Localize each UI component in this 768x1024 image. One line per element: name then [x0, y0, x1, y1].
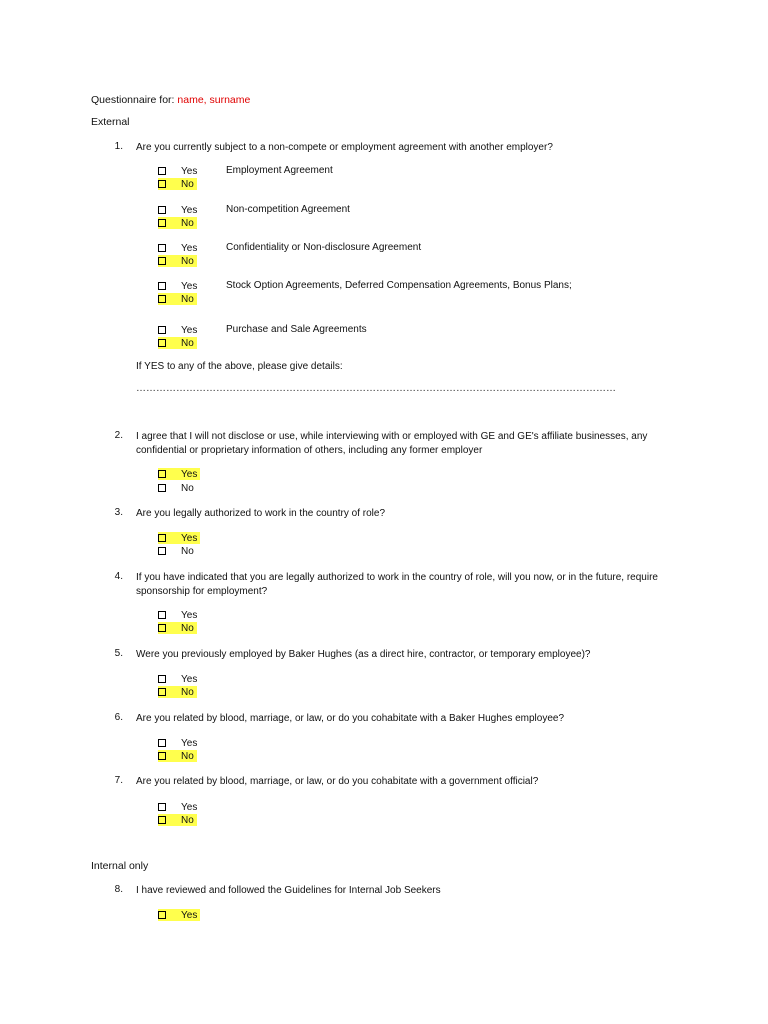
agreement-label: Employment Agreement — [226, 165, 333, 176]
checkbox-icon[interactable] — [158, 295, 166, 303]
yes-option[interactable]: Yes — [158, 324, 197, 336]
section-internal: Internal only — [91, 860, 149, 872]
checkbox-icon[interactable] — [158, 339, 166, 347]
yes-option[interactable]: Yes — [158, 609, 197, 621]
checkbox-icon[interactable] — [158, 816, 166, 824]
details-input-line[interactable]: ……………………………………………………………………………………………………………………………… — [136, 383, 616, 394]
checkbox-icon[interactable] — [158, 752, 166, 760]
yes-option[interactable]: Yes — [158, 909, 200, 921]
question-number: 6. — [114, 712, 123, 723]
agreement-label: Stock Option Agreements, Deferred Compensation Agreements, Bonus Plans; — [226, 280, 572, 291]
no-option[interactable]: No — [158, 337, 197, 349]
checkbox-icon[interactable] — [158, 244, 166, 252]
title-prefix: Questionnaire for: — [91, 94, 178, 106]
no-option[interactable]: No — [158, 622, 197, 634]
checkbox-icon[interactable] — [158, 675, 166, 683]
checkbox-icon[interactable] — [158, 219, 166, 227]
yes-option[interactable]: Yes — [158, 165, 197, 177]
checkbox-icon[interactable] — [158, 803, 166, 811]
yes-option[interactable]: Yes — [158, 204, 197, 216]
yes-option[interactable]: Yes — [158, 801, 197, 813]
question-number: 8. — [114, 884, 123, 895]
no-option[interactable]: No — [158, 255, 197, 267]
no-option[interactable]: No — [158, 293, 197, 305]
checkbox-icon[interactable] — [158, 206, 166, 214]
question-text: Were you previously employed by Baker Hughes (as a direct hire, contractor, or temporary employee)? — [136, 649, 591, 660]
no-option[interactable]: No — [158, 545, 194, 557]
checkbox-icon[interactable] — [158, 624, 166, 632]
section-external: External — [91, 116, 130, 128]
question-number: 3. — [114, 507, 123, 518]
question-number: 7. — [114, 775, 123, 786]
question-text: Are you currently subject to a non-compete or employment agreement with another employer? — [136, 142, 553, 153]
question-number: 4. — [114, 571, 123, 582]
checkbox-icon[interactable] — [158, 739, 166, 747]
checkbox-icon[interactable] — [158, 911, 166, 919]
question-number: 5. — [114, 648, 123, 659]
no-option[interactable]: No — [158, 217, 197, 229]
yes-option[interactable]: Yes — [158, 737, 197, 749]
question-text: I agree that I will not disclose or use, while interviewing with or employed with GE and GE's affiliate businesses, any confidential or proprietary information of others, including any former employer — [136, 431, 648, 456]
agreement-label: Non-competition Agreement — [226, 204, 350, 215]
yes-option[interactable]: Yes — [158, 532, 200, 544]
checkbox-icon[interactable] — [158, 688, 166, 696]
no-option[interactable]: No — [158, 178, 197, 190]
no-option[interactable]: No — [158, 750, 197, 762]
yes-option[interactable]: Yes — [158, 673, 197, 685]
no-option[interactable]: No — [158, 482, 194, 494]
checkbox-icon[interactable] — [158, 547, 166, 555]
yes-option[interactable]: Yes — [158, 242, 197, 254]
checkbox-icon[interactable] — [158, 257, 166, 265]
agreement-label: Confidentiality or Non-disclosure Agreement — [226, 242, 422, 253]
question-number: 1. — [114, 141, 123, 152]
question-number: 2. — [114, 430, 123, 441]
question-text: I have reviewed and followed the Guidelines for Internal Job Seekers — [136, 885, 441, 896]
yes-option[interactable]: Yes — [158, 468, 200, 480]
checkbox-icon[interactable] — [158, 167, 166, 175]
checkbox-icon[interactable] — [158, 326, 166, 334]
checkbox-icon[interactable] — [158, 534, 166, 542]
question-text: Are you related by blood, marriage, or law, or do you cohabitate with a government official? — [136, 776, 539, 787]
agreement-label: Purchase and Sale Agreements — [226, 324, 367, 335]
details-prompt: If YES to any of the above, please give details: — [136, 361, 343, 372]
question-text: Are you related by blood, marriage, or law, or do you cohabitate with a Baker Hughes employee? — [136, 713, 565, 724]
question-text: If you have indicated that you are legally authorized to work in the country of role, will you now, or in the future, require sponsorship for employment? — [136, 572, 658, 597]
checkbox-icon[interactable] — [158, 282, 166, 290]
candidate-name: name, surname — [177, 94, 251, 106]
no-option[interactable]: No — [158, 686, 197, 698]
no-option[interactable]: No — [158, 814, 197, 826]
question-text: Are you legally authorized to work in the country of role? — [136, 508, 386, 519]
checkbox-icon[interactable] — [158, 180, 166, 188]
questionnaire-title — [91, 94, 250, 106]
checkbox-icon[interactable] — [158, 484, 166, 492]
yes-option[interactable]: Yes — [158, 280, 197, 292]
checkbox-icon[interactable] — [158, 611, 166, 619]
checkbox-icon[interactable] — [158, 470, 166, 478]
